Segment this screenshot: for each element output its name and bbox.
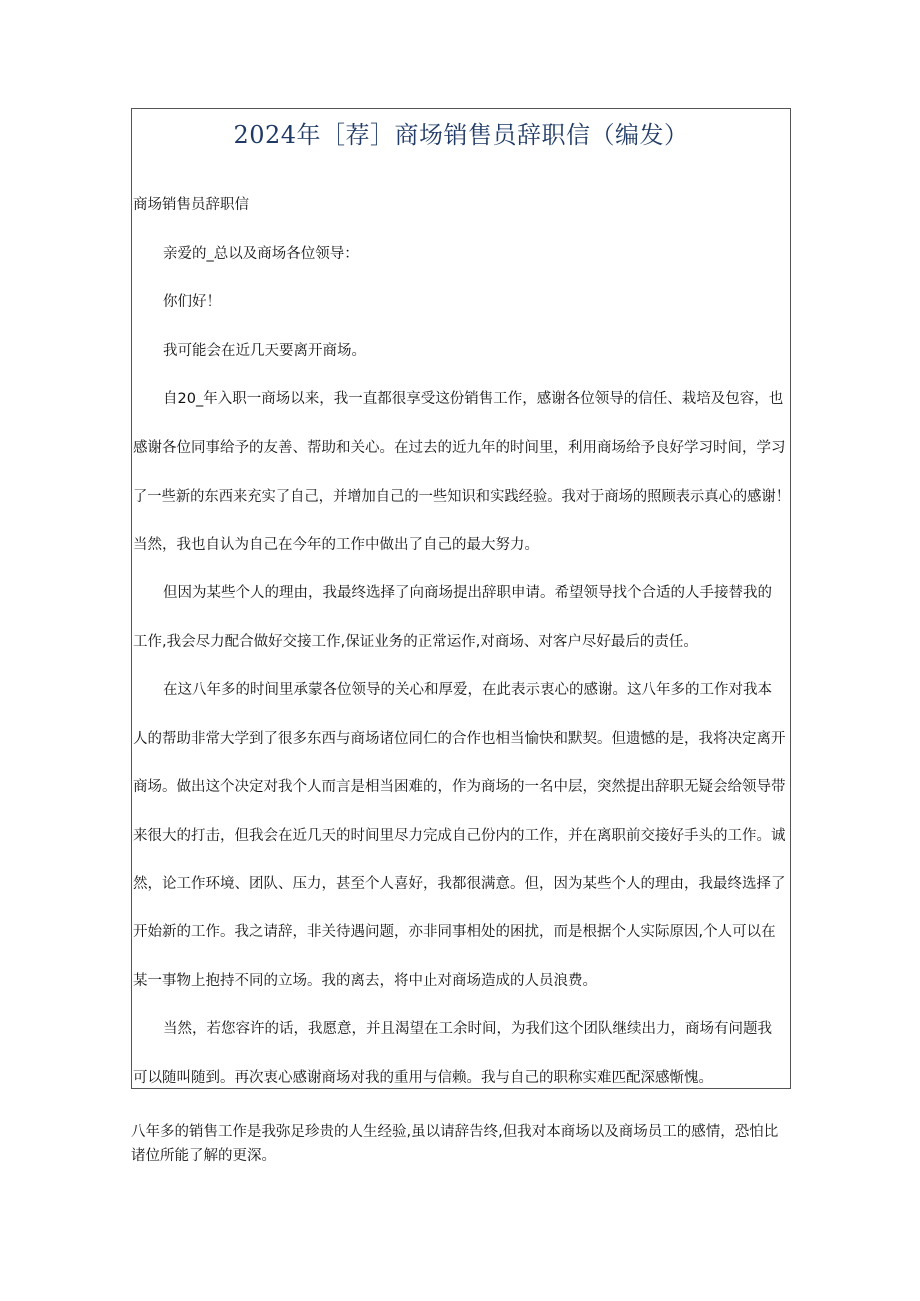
paragraph-4-line: 开始新的工作。我之请辞，非关待遇问题，亦非同事相处的困扰，而是根据个人实际原因,个人可以在	[133, 924, 776, 940]
paragraph-3-line: 但因为某些个人的理由，我最终选择了向商场提出辞职申请。希望领导找个合适的人手接替我的	[163, 585, 772, 601]
paragraph-5-line: 当然，若您容许的话，我愿意，并且渴望在工余时间，为我们这个团队继续出力，商场有问题我	[163, 1021, 772, 1037]
closing-paragraph: 八年多的销售工作是我弥足珍贵的人生经验,虽以请辞告终,但我对本商场以及商场员工的感情，恐怕比诸位所能了解的更深。	[131, 1124, 779, 1164]
paragraph-4-line: 人的帮助非常大学到了很多东西与商场诸位同仁的合作也相当愉快和默契。但遗憾的是，我将决定离开	[133, 731, 786, 747]
paragraph-2-line: 感谢各位同事给予的友善、帮助和关心。在过去的近九年的时间里，利用商场给予良好学习时间，学习	[133, 440, 786, 456]
paragraph-2-line: 自20_年入职一商场以来，我一直都很享受这份销售工作，感谢各位领导的信任、栽培及包容，也	[163, 391, 784, 407]
paragraph-3-line: 工作,我会尽力配合做好交接工作,保证业务的正常运作,对商场、对客户尽好最后的责任。	[133, 634, 698, 650]
paragraph-4-line: 商场。做出这个决定对我个人而言是相当困难的，作为商场的一名中层，突然提出辞职无疑会给领导带	[133, 779, 786, 795]
paragraph-4-line: 某一事物上抱持不同的立场。我的离去，将中止对商场造成的人员浪费。	[133, 973, 597, 989]
document-title: 2024年［荐］商场销售员辞职信（编发）	[233, 121, 689, 149]
paragraph-4-line: 在这八年多的时间里承蒙各位领导的关心和厚爱，在此表示衷心的感谢。这八年多的工作对我本	[163, 682, 772, 698]
greeting: 亲爱的_总以及商场各位领导：	[163, 246, 359, 262]
paragraph-4-line: 然，论工作环境、团队、压力，甚至个人喜好，我都很满意。但，因为某些个人的理由，我最终选择了	[133, 876, 786, 892]
paragraph-1: 我可能会在近几天要离开商场。	[163, 343, 366, 359]
paragraph-5-line: 可以随叫随到。再次衷心感谢商场对我的重用与信赖。我与自己的职称实难匹配深感惭愧。	[133, 1070, 713, 1086]
letter-heading: 商场销售员辞职信	[133, 197, 249, 213]
paragraph-2-line: 当然，我也自认为自己在今年的工作中做出了自己的最大努力。	[133, 537, 539, 553]
paragraph-2-line: 了一些新的东西来充实了自己，并增加自己的一些知识和实践经验。我对于商场的照顾表示真心的感谢！	[133, 489, 790, 505]
paragraph-4-line: 来很大的打击，但我会在近几天的时间里尽力完成自己份内的工作，并在离职前交接好手头的工作。诚	[133, 828, 786, 844]
salutation: 你们好！	[163, 294, 221, 310]
